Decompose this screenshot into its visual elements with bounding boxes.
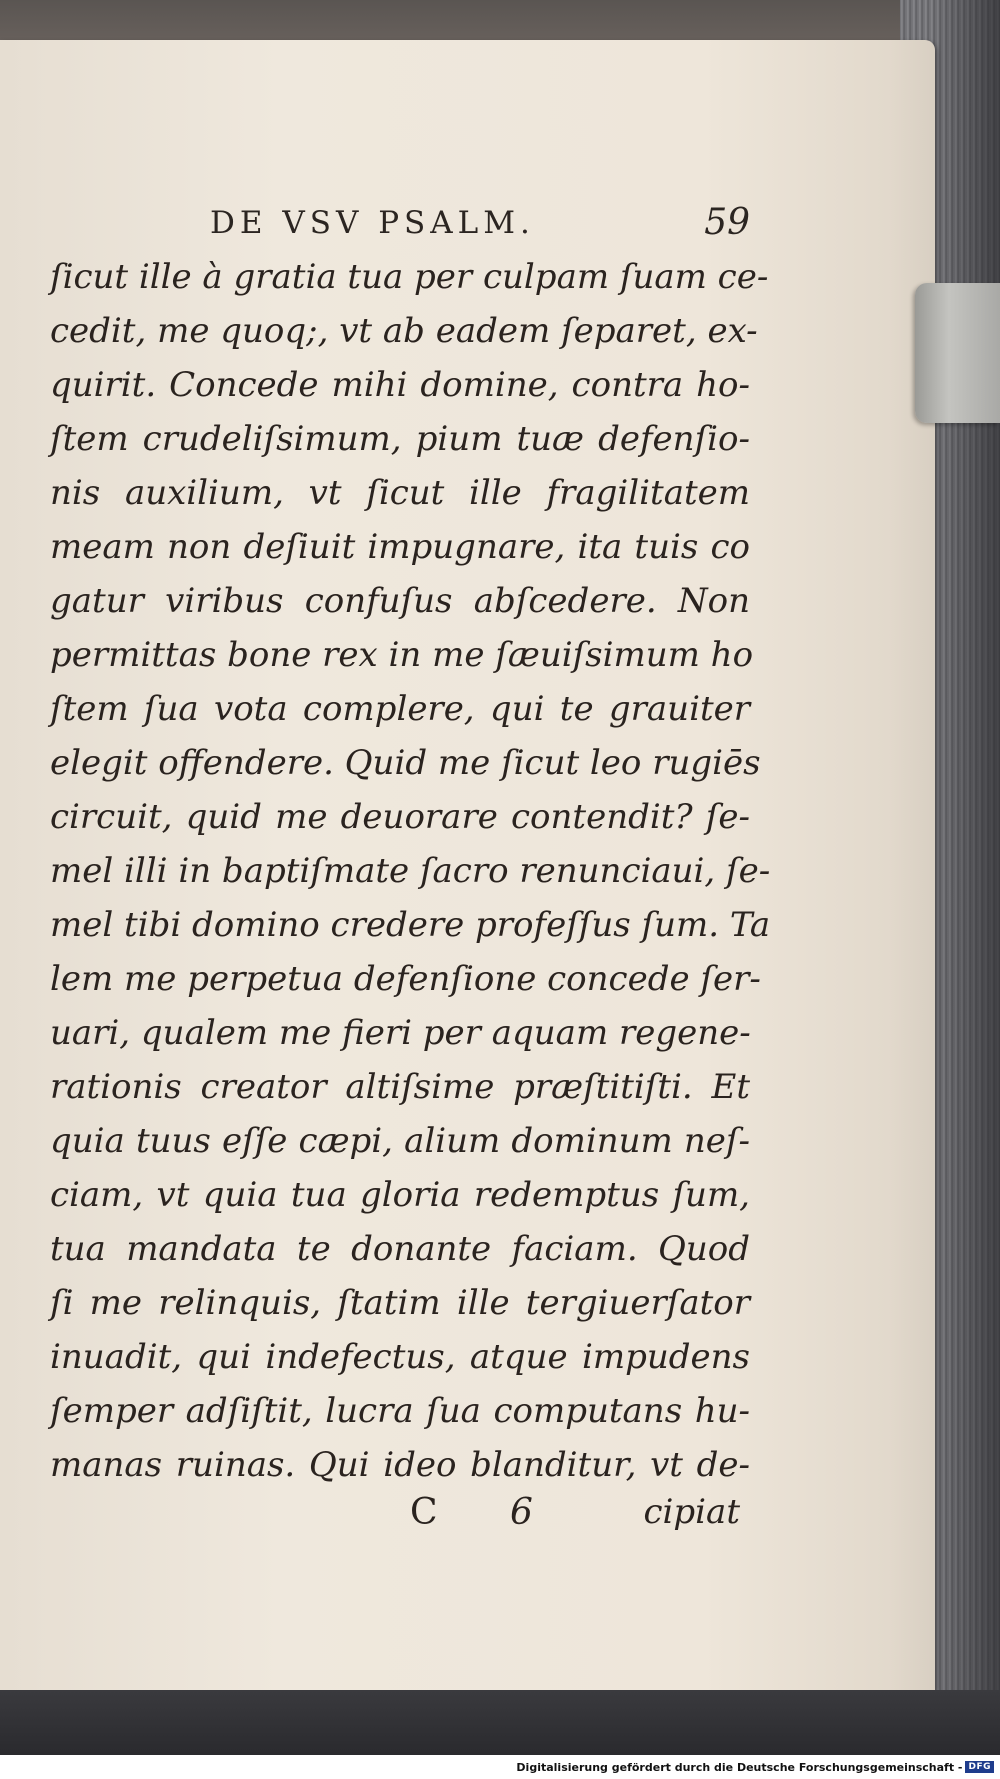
text-line: ſicut ille à gratia tua per culpam ſuam ce- — [50, 257, 769, 297]
running-header — [210, 202, 750, 255]
signature-mark: C — [410, 1492, 438, 1533]
text-line: uari, qualem me fieri per aquam regene- — [50, 1013, 751, 1053]
text-line: gatur viribus confuſus abſcedere. Non — [50, 581, 750, 621]
text-line: ciam, vt quia tua gloria redemptus ſum, — [50, 1175, 750, 1215]
signature-line — [410, 1492, 740, 1542]
text-line: nis auxilium, vt ſicut ille fragilitatem — [50, 473, 750, 513]
book-page — [0, 40, 935, 1690]
text-line: tua mandata te donante faciam. Quod — [50, 1229, 750, 1269]
text-line: ſtem ſua vota complere, qui te grauiter — [50, 689, 750, 729]
scan-background-bottom — [0, 1690, 1000, 1755]
digitization-footer — [0, 1755, 1000, 1779]
text-line: cedit, me quoq;, vt ab eadem ſeparet, ex- — [50, 311, 758, 351]
text-line: ſtem crudeliſsimum, pium tuæ defenſio- — [50, 419, 750, 459]
catchword: cipiat — [643, 1492, 740, 1532]
text-line: manas ruinas. Qui ideo blanditur, vt de- — [50, 1445, 750, 1485]
footer-credit: Digitalisierung gefördert durch die Deutsche Forschungsgemeinschaft - — [516, 1760, 963, 1774]
text-line: mel tibi domino credere profeſſus ſum. Ta — [50, 905, 771, 945]
text-line: permittas bone rex in me ſæuiſsimum ho — [50, 635, 754, 675]
running-title: DE VSV PSALM. — [210, 205, 535, 241]
text-line: meam non deſiuit impugnare, ita tuis co — [50, 527, 750, 567]
text-line: ſi me relinquis, ſtatim ille tergiuerſator — [50, 1283, 750, 1323]
text-line: elegit offendere. Quid me ſicut leo rugiēs — [50, 743, 761, 783]
text-line: quirit. Concede mihi domine, contra ho- — [50, 365, 750, 405]
signature-number: 6 — [510, 1492, 533, 1533]
text-line: mel illi in baptiſmate ſacro renunciaui, ſe- — [50, 851, 771, 891]
dfg-logo: DFG — [965, 1761, 994, 1773]
bookmark-ribbon — [915, 283, 1000, 423]
text-line: rationis creator altiſsime præſtitiſti. Et — [50, 1067, 750, 1107]
text-line: ſemper adſiſtit, lucra ſua computans hu- — [50, 1391, 750, 1431]
text-line: inuadit, qui indefectus, atque impudens — [50, 1337, 750, 1377]
text-line: lem me perpetua defenſione concede ſer- — [50, 959, 761, 999]
text-line: circuit, quid me deuorare contendit? ſe- — [50, 797, 750, 837]
body-text — [50, 250, 771, 1492]
page-number: 59 — [704, 202, 750, 243]
text-line: quia tuus eſſe cæpi, alium dominum neſ- — [50, 1121, 750, 1161]
book-edge-shadow — [930, 0, 1000, 1700]
